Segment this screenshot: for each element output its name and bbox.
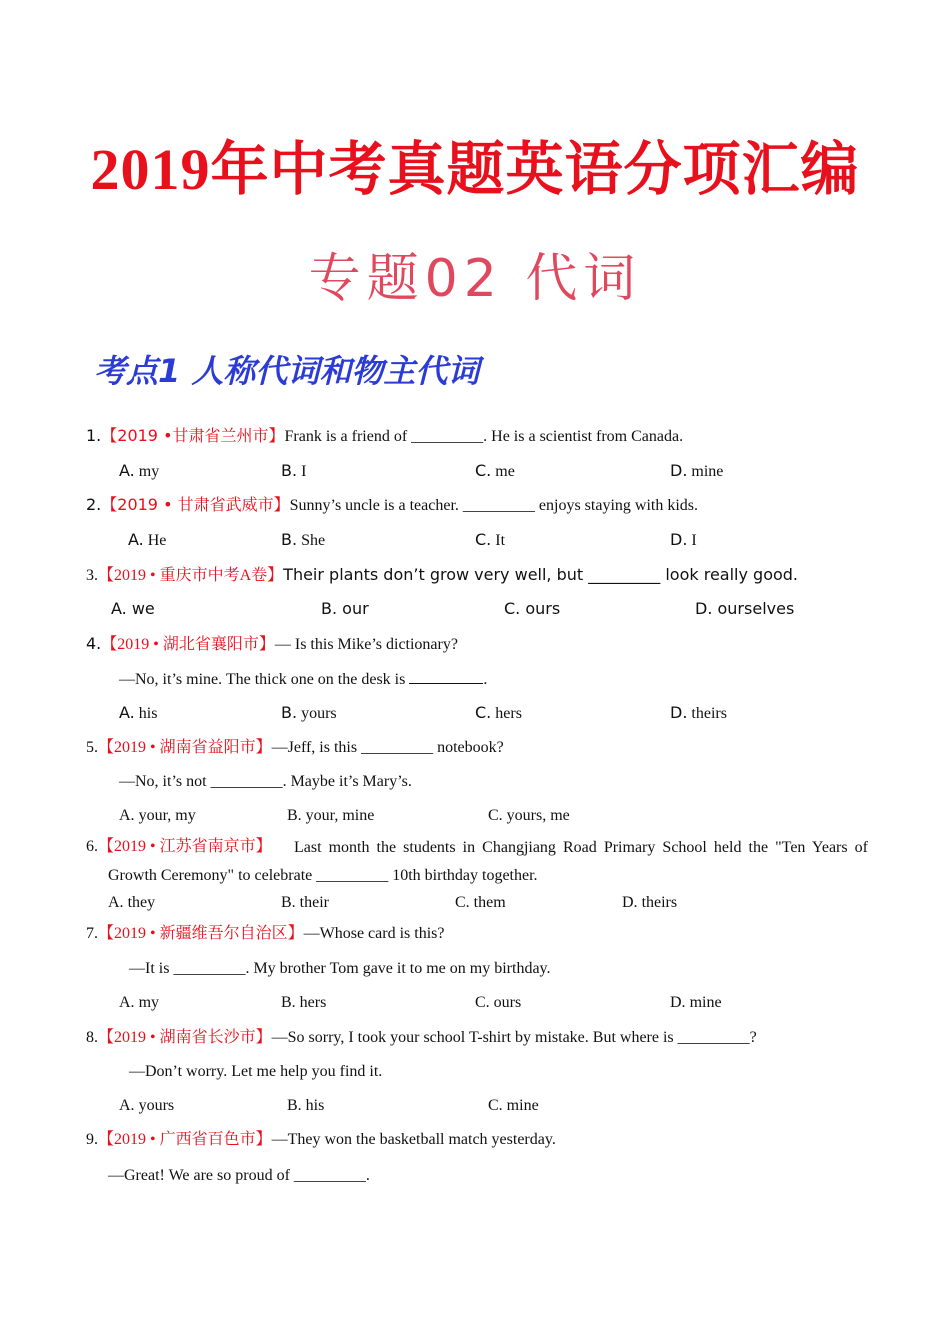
question-source: 【2019 •甘肃省兰州市】 (101, 426, 285, 445)
option-c: C. me (475, 461, 515, 480)
option-a: A. my (119, 461, 160, 480)
option-d: D. theirs (622, 894, 678, 911)
option-c: C. ours (504, 599, 561, 618)
answer-blank (409, 669, 483, 684)
option-c: C. mine (488, 1097, 539, 1114)
option-d: D. mine (670, 994, 722, 1011)
option-a: A. his (119, 703, 158, 722)
question-4-reply: —No, it’s mine. The thick one on the desk is . (119, 671, 488, 688)
option-a: A. He (128, 530, 167, 549)
option-b: B. I (281, 461, 307, 480)
question-1: 1.【2019 •甘肃省兰州市】Frank is a friend of _________. He is a scientist from Canada. (86, 426, 684, 445)
topic-subtitle: 专题02 代词 (308, 249, 642, 309)
question-8: 8.【2019 • 湖南省长沙市】—So sorry, I took your school T-shirt by mistake. But where is _________? (86, 1029, 757, 1046)
option-a: A. they (108, 894, 156, 911)
option-d: D. mine (670, 461, 724, 480)
option-d: D. theirs (670, 703, 727, 722)
question-source: 【2019 • 湖南省长沙市】 (98, 1029, 272, 1046)
question-8-reply: —Don’t worry. Let me help you find it. (129, 1063, 383, 1080)
option-c: C. ours (475, 994, 522, 1011)
page-title: 2019年中考真题英语分项汇编 (90, 137, 860, 202)
option-d: D. I (670, 530, 697, 549)
question-source: 【2019 • 湖南省益阳市】 (98, 739, 272, 756)
question-stem: Last month the students in Changjiang Road Primary School held the "Ten Years of Growth Ceremony" to celebrate _________ 10th birthday together. (108, 839, 868, 884)
question-stem: —Whose card is this? (303, 925, 445, 942)
question-source: 【2019 • 新疆维吾尔自治区】 (98, 925, 304, 942)
question-5-reply: —No, it’s not _________. Maybe it’s Mary’s. (119, 773, 412, 790)
option-a: A. your, my (119, 807, 196, 824)
question-source: 【2019 • 江苏省南京市】 (98, 838, 272, 855)
option-a: A. my (119, 994, 160, 1011)
question-9-reply: —Great! We are so proud of _________. (108, 1167, 370, 1184)
option-a: A. we (111, 599, 155, 618)
question-source: 【2019 • 广西省百色市】 (98, 1131, 272, 1148)
option-b: B. his (287, 1097, 325, 1114)
question-6: 6.【2019 • 江苏省南京市】 (86, 838, 272, 855)
question-stem: — Is this Mike’s dictionary? (274, 636, 458, 653)
question-stem: —They won the basketball match yesterday. (271, 1131, 556, 1148)
question-9: 9.【2019 • 广西省百色市】—They won the basketball match yesterday. (86, 1131, 556, 1148)
question-stem: Sunny’s uncle is a teacher. _________ enjoys staying with kids. (289, 497, 699, 514)
question-3: 3.【2019 • 重庆市中考A卷】Their plants don’t grow very well, but _________ look really good. (86, 565, 799, 584)
option-b: B. hers (281, 994, 327, 1011)
option-c: C. It (475, 530, 506, 549)
option-a: A. yours (119, 1097, 175, 1114)
option-b: B. your, mine (287, 807, 375, 824)
question-source: 【2019 • 甘肃省武威市】 (101, 495, 290, 514)
question-7-reply: —It is _________. My brother Tom gave it to me on my birthday. (129, 960, 551, 977)
section-heading: 考点1 人称代词和物主代词 (94, 352, 480, 390)
option-c: C. them (455, 894, 506, 911)
question-stem: —So sorry, I took your school T-shirt by mistake. But where is _________? (271, 1029, 757, 1046)
option-c: C. yours, me (488, 807, 570, 824)
option-d: D. ourselves (695, 599, 795, 618)
question-4: 4.【2019 • 湖北省襄阳市】— Is this Mike’s dictionary? (86, 634, 458, 653)
question-stem: Frank is a friend of _________. He is a scientist from Canada. (284, 428, 684, 445)
question-5: 5.【2019 • 湖南省益阳市】—Jeff, is this _________ notebook? (86, 739, 504, 756)
option-c: C. hers (475, 703, 522, 722)
question-stem: —Jeff, is this _________ notebook? (271, 739, 504, 756)
option-b: B. yours (281, 703, 337, 722)
option-b: B. their (281, 894, 329, 911)
question-source: 【2019 • 湖北省襄阳市】 (101, 636, 275, 653)
option-b: B. our (321, 599, 369, 618)
option-b: B. She (281, 530, 326, 549)
question-source: 【2019 • 重庆市中考A卷】 (98, 567, 284, 584)
question-7: 7.【2019 • 新疆维吾尔自治区】—Whose card is this? (86, 925, 445, 942)
question-stem: Their plants don’t grow very well, but _________ look really good. (283, 565, 799, 584)
question-2: 2.【2019 • 甘肃省武威市】Sunny’s uncle is a teacher. _________ enjoys staying with kids. (86, 495, 699, 514)
